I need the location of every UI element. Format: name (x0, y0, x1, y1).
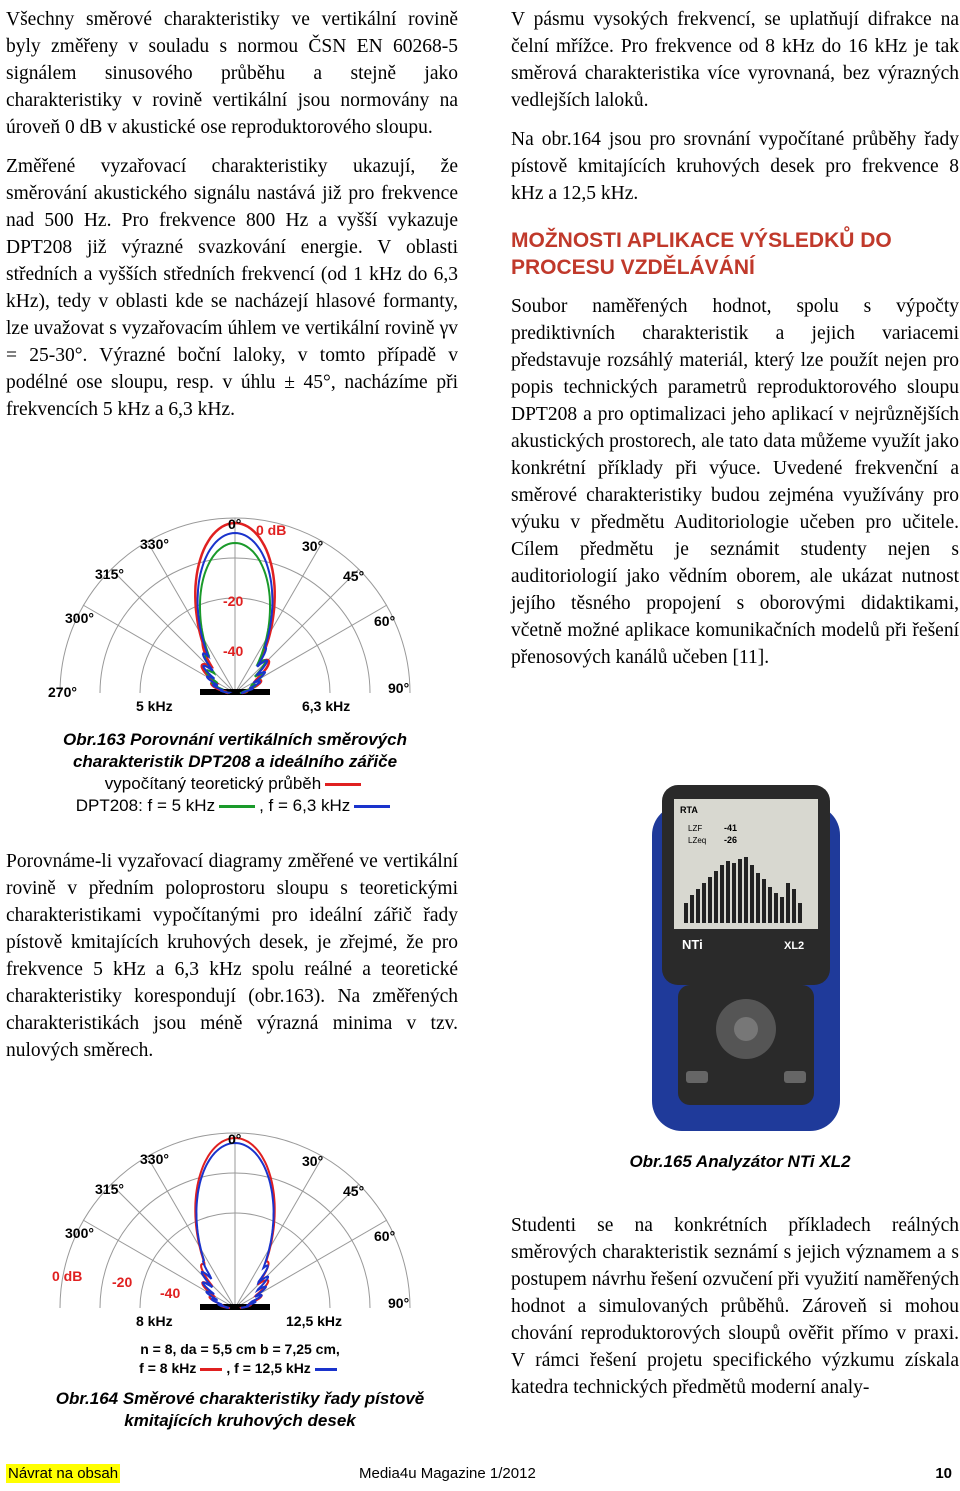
rta-bar (792, 889, 796, 923)
freq-label-right: 6,3 kHz (302, 698, 351, 714)
back-to-contents-link[interactable]: Návrat na obsah (8, 1465, 119, 1482)
angle-label-330: 330° (140, 536, 169, 552)
figure-164-caption (40, 1340, 440, 1378)
angle-label-30: 30° (302, 1153, 324, 1169)
angle-label-90: 90° (388, 1295, 410, 1311)
left-column-top (6, 6, 458, 435)
level-0db: 0 dB (52, 1268, 83, 1284)
device-model: XL2 (784, 940, 805, 952)
angle-label-45: 45° (343, 1183, 365, 1199)
ntixl2-analyzer-image (648, 785, 844, 1135)
magazine-name: Media4u Magazine 1/2012 (359, 1465, 536, 1482)
speaker-bar (200, 689, 270, 695)
legend-swatch-green (219, 805, 255, 808)
angle-label-90: 90° (388, 680, 410, 696)
level-0db: 0 dB (256, 522, 287, 538)
left-column-bottom (6, 848, 458, 1076)
level-minus40: -40 (223, 643, 244, 659)
right-column-bottom (511, 1212, 959, 1413)
rta-bar (786, 883, 790, 923)
paragraph: Studenti se na konkrétních příkladech reálných směrových charakteristik seznámí s jejich významem a s postupem návrhu řešení ozvučení při využití naměřených hodnot a simulovaných průběhů. Zároveň si mohou chování reproduktorových sloupů ověřit přímo v praxi. V rámci řešení projetu specifického výzkumu získala katedra technických předmětů moderní analy- (511, 1215, 959, 1398)
rta-bar (720, 865, 724, 923)
rta-bar (714, 871, 718, 923)
angle-label-300: 300° (65, 610, 94, 626)
rta-bar (696, 889, 700, 923)
figure-163-caption (20, 729, 450, 817)
angle-label-45: 45° (343, 568, 365, 584)
right-column-top (511, 6, 959, 683)
angle-label-315: 315° (95, 1181, 124, 1197)
rta-bar (726, 861, 730, 923)
param-line-1: n = 8, da = 5,5 cm b = 7,25 cm, (140, 1341, 340, 1357)
legend-swatch-red (200, 1368, 222, 1371)
key-1 (686, 1071, 708, 1083)
angle-label-0: 0° (228, 1131, 242, 1147)
screen-value-2: -26 (724, 835, 738, 845)
paragraph: Na obr.164 jsou pro srovnání vypočítané průběhy řady pístově kmitajících kruhových desek pro frekvence 8 kHz a 12,5 kHz. (511, 129, 959, 204)
section-heading: MOŽNOSTI APLIKACE VÝSLEDKŮ DO PROCESU VZDĚLÁVÁNÍ (511, 229, 892, 279)
rta-bar (780, 897, 784, 923)
rta-bar (756, 873, 760, 923)
angle-label-60: 60° (374, 1228, 396, 1244)
angle-label-0: 0° (228, 516, 242, 532)
legend-measured: DPT208: f = 5 kHz , f = 6,3 kHz (20, 795, 450, 817)
device-brand: NTi (682, 937, 703, 952)
freq-label-left: 8 kHz (136, 1313, 173, 1329)
rta-bar (690, 895, 694, 923)
rta-bar (732, 863, 736, 923)
screen-value-1: -41 (724, 823, 738, 833)
rta-bar (774, 893, 778, 923)
level-minus20: -20 (223, 593, 244, 609)
paragraph: Změřené vyzařovací charakteristiky ukazují, že směrování akustického signálu nastává již pro frekvence nad 500 Hz. Pro frekvence 800 Hz a vyšší vykazuje DPT208 již výrazné svazkování energie. V oblasti středních a vyšších středních frekvencí (od 1 kHz do 6,3 kHz), tedy v oblasti kde se nacházejí hlasové formanty, lze uvažovat s vyzařovacím úhlem ve vertikální rovině γv = 25-30°. Výrazné boční laloky, v tomto případě v podélné ose sloupu, resp. v úhlu ± 45°, nacházíme při frekvencích 5 kHz a 6,3 kHz. (6, 156, 458, 420)
enter-button (734, 1017, 758, 1041)
page-footer (0, 1464, 960, 1486)
rta-bar (768, 887, 772, 923)
angle-label-30: 30° (302, 538, 324, 554)
legend-swatch-blue (354, 805, 390, 808)
rta-bar (684, 903, 688, 923)
legend-theory: vypočítaný teoretický průběh (20, 773, 450, 795)
screen-readout-2: LZeq (688, 836, 707, 845)
rta-bar (744, 857, 748, 923)
level-minus20: -20 (112, 1274, 133, 1290)
paragraph: V pásmu vysokých frekvencí, se uplatňují difrakce na čelní mřížce. Pro frekvence od 8 kHz do 16 kHz je tak směrová charakteristika více vyrovnaná, bez výrazných vedlejších laloků. (511, 9, 959, 111)
key-2 (784, 1071, 806, 1083)
speaker-bar (200, 1304, 270, 1310)
rta-bar (798, 903, 802, 923)
figure-165-caption: Obr.165 Analyzátor NTi XL2 (629, 1152, 851, 1171)
freq-label-right: 12,5 kHz (286, 1313, 343, 1329)
angle-label-315: 315° (95, 566, 124, 582)
legend-swatch-blue (315, 1368, 337, 1371)
freq-label-left: 5 kHz (136, 698, 173, 714)
page-number: 10 (935, 1465, 952, 1482)
level-minus40: -40 (160, 1285, 181, 1301)
angle-label-270: 270° (48, 684, 77, 700)
figure-164-polar-chart (40, 1130, 430, 1330)
figure-164-title: Obr.164 Směrové charakteristiky řady pístově kmitajících kruhových desek (55, 1389, 425, 1430)
figure-163-polar-chart (40, 515, 430, 715)
screen-mode: RTA (680, 805, 698, 815)
paragraph: Porovnáme-li vyzařovací diagramy změřené ve vertikální rovině v předním poloprostoru sloupu s teoretickými charakteristikami vypočítanými pro ideální zářič řady pístově kmitajících kruhových desek, je zřejmé, že pro frekvence 5 kHz a 6,3 kHz spolu reálné a teoretické charakteristiky korespondují (obr.163). Na změřených charakteristikách jsou méně výrazná minima v tzv. nulových směrech. (6, 851, 458, 1061)
rta-bar (750, 865, 754, 923)
legend-swatch-red (325, 783, 361, 786)
angle-label-330: 330° (140, 1151, 169, 1167)
rta-bar (762, 879, 766, 923)
angle-label-60: 60° (374, 613, 396, 629)
angle-label-300: 300° (65, 1225, 94, 1241)
paragraph: Všechny směrové charakteristiky ve vertikální rovině byly změřeny v souladu s normou ČSN EN 60268-5 signálem sinusového průběhu a stejně jako charakteristiky v rovině vertikální jsou normovány na úroveň 0 dB v akustické ose reproduktorového sloupu. (6, 9, 458, 138)
paragraph: Soubor naměřených hodnot, spolu s výpočty prediktivních charakteristik a jejich variacemi představuje rozsáhlý materiál, který lze použít nejen pro popis technických parametrů reproduktorového sloupu DPT208 a pro optimalizaci jeho aplikací v nejrůznějších akustických prostorech, ale tato data můžeme využít jako konkrétní příklady při výuce. Uvedené frekvenční a směrové charakteristiky budou zejména využívány pro výuku v předmětu Auditoriologie učeben pro učitele. Cílem předmětu je seznámit studenty nejen s auditoriologií jako vědním oborem, ale ukázat nutnost jejího těsného propojení s oborovými didaktikami, včetně možné aplikace komunikačních modelů při řešení přenosových kanálů učeben [11]. (511, 296, 959, 668)
param-line-2: f = 8 kHz , f = 12,5 kHz (40, 1359, 440, 1378)
rta-bar (702, 883, 706, 923)
screen-readout-1: LZF (688, 824, 703, 833)
rta-bar (708, 877, 712, 923)
rta-bar (738, 859, 742, 923)
caption-title: Obr.163 Porovnání vertikálních směrových charakteristik DPT208 a ideálního zářiče (63, 730, 407, 771)
